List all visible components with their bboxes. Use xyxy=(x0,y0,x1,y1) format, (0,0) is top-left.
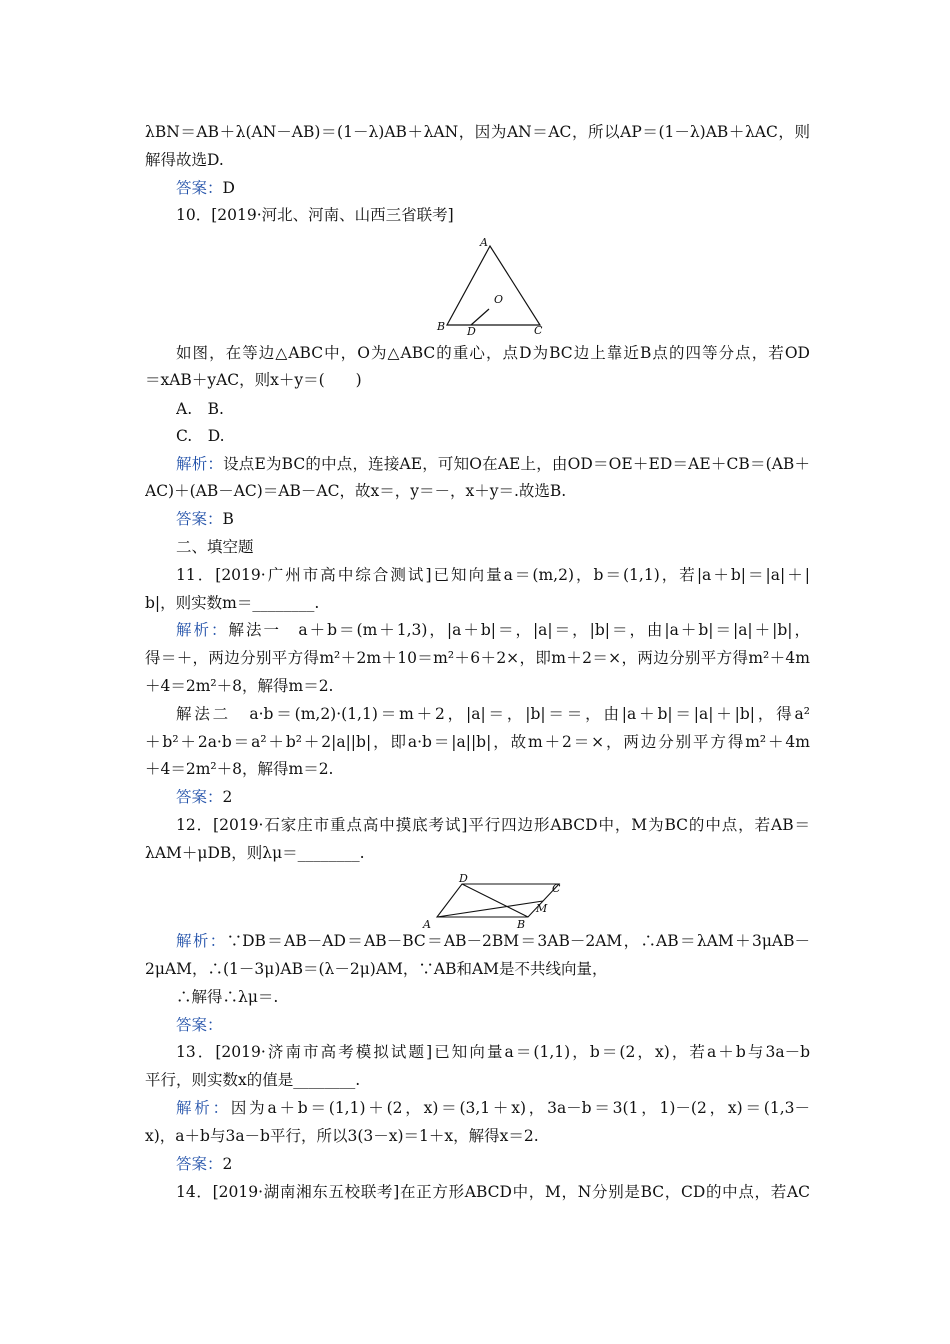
question-10-text: ＝xAB＋yAC，则x＋y＝( ) xyxy=(145,371,362,389)
text-line: ＋b²＋2a·b＝a²＋b²＋2|a||b|，即a·b＝|a||b|，故m＋2＝×，两边分别平方得m²＋4m xyxy=(145,733,810,751)
question-11-text: b|，则实数m＝________. xyxy=(145,594,320,612)
solution-text: 因为a＋b＝(1,1)＋(2，x)＝(3,1＋x)，3a－b＝3(1，1)－(2，x)＝(1,3－ xyxy=(230,1099,810,1117)
label-c: C xyxy=(534,324,543,337)
option-line: C. D. xyxy=(176,427,225,445)
answer-9 xyxy=(176,177,810,199)
label-o: O xyxy=(494,293,504,306)
label-d: D xyxy=(459,872,468,885)
solution-12 xyxy=(176,930,810,952)
segment-od xyxy=(471,309,489,325)
text-line: 解得故选D. xyxy=(145,151,224,169)
answer-label: 答案： xyxy=(176,510,223,528)
answer-value: B xyxy=(222,510,234,528)
question-11-text: 11．[2019·广州市高中综合测试]已知向量a＝(m,2)，b＝(1,1)，若|a＋b|＝|a|＋| xyxy=(176,566,810,584)
solution-13 xyxy=(176,1097,810,1119)
text-line: 解法二 a·b＝(m,2)·(1,1)＝m＋2，|a|＝，|b|＝＝，由|a＋b|＝|a|＋|b|，得a² xyxy=(176,705,810,723)
answer-label: 答案： xyxy=(176,1155,223,1173)
question-12-text: λAM＋μDB，则λμ＝________. xyxy=(145,844,365,862)
question-13-text: 平行，则实数x的值是________. xyxy=(145,1071,361,1089)
answer-11 xyxy=(176,786,810,808)
solution-text: ∵DB＝AB－AD＝AB－BC＝AB－2BM＝3AB－2AM，∴AB＝λAM＋3μAB－ xyxy=(226,932,810,950)
answer-label: 答案： xyxy=(176,179,223,197)
option-line: A. B. xyxy=(176,400,224,418)
answer-12 xyxy=(176,1014,810,1036)
solution-10 xyxy=(176,453,810,475)
label-a: A xyxy=(480,236,488,249)
solution-label: 解析： xyxy=(176,1099,231,1117)
answer-value: 2 xyxy=(222,788,233,806)
segment-am xyxy=(437,901,543,917)
label-d: D xyxy=(467,325,476,338)
parallelogram-figure xyxy=(415,872,575,930)
question-10-header: 10．[2019·河北、河南、山西三省联考] xyxy=(176,206,454,224)
solution-text: 设点E为BC的中点，连接AE，可知O在AE上，由OD＝OE＋ED＝AE＋CB＝(AB＋ xyxy=(223,455,810,473)
text-line: 2μAM，∴(1－3μ)AB＝(λ－2μ)AM，∵AB和AM是不共线向量， xyxy=(145,960,608,978)
solution-label: 解析： xyxy=(176,932,227,950)
answer-label: 答案： xyxy=(176,1016,223,1034)
solution-label: 解析： xyxy=(176,455,224,473)
question-12-text: 12．[2019·石家庄市重点高中摸底考试]平行四边形ABCD中，M为BC的中点，若AB＝ xyxy=(176,816,810,834)
solution-11 xyxy=(176,619,810,641)
text-line: x)，a＋b与3a－b平行，所以3(3－x)＝1＋x，解得x＝2. xyxy=(145,1127,539,1145)
solution-label: 解析： xyxy=(176,621,229,639)
question-10-text: 如图，在等边△ABC中，O为△ABC的重心，点D为BC边上靠近B点的四等分点，若OD xyxy=(176,344,810,362)
answer-13 xyxy=(176,1153,810,1175)
label-c: C xyxy=(552,882,561,895)
triangle-abc xyxy=(447,246,540,325)
question-13-text: 13．[2019·济南市高考模拟试题]已知向量a＝(1,1)，b＝(2，x)，若a＋b与3a－b xyxy=(176,1043,810,1061)
solution-text: 解法一 a＋b＝(m＋1,3)，|a＋b|＝，|a|＝，|b|＝，由|a＋b|＝|a|＋|b|， xyxy=(228,621,810,639)
answer-label: 答案： xyxy=(176,788,223,806)
text-line: 得＝＋，两边分别平方得m²＋2m＋10＝m²＋6＋2×，即m＋2＝×，两边分别平方得m²＋4m xyxy=(145,649,810,667)
text-line: λBN＝AB＋λ(AN－AB)＝(1－λ)AB＋λAN，因为AN＝AC，所以AP＝(1－λ)AB＋λAC，则 xyxy=(145,123,810,141)
label-m: M xyxy=(536,902,548,915)
answer-value: 2 xyxy=(222,1155,233,1173)
section-heading: 二、填空题 xyxy=(176,538,254,556)
answer-10 xyxy=(176,508,810,530)
text-line: ＋4＝2m²＋8，解得m＝2. xyxy=(145,677,334,695)
text-line: ＋4＝2m²＋8，解得m＝2. xyxy=(145,760,334,778)
answer-value: D xyxy=(222,179,235,197)
label-b: B xyxy=(437,320,446,333)
question-14-text: 14．[2019·湖南湘东五校联考]在正方形ABCD中，M，N分别是BC，CD的中点，若AC xyxy=(176,1183,810,1201)
triangle-figure xyxy=(430,236,550,340)
text-line: AC)＋(AB－AC)＝AB－AC，故x＝，y＝－，x＋y＝.故选B. xyxy=(145,482,567,500)
label-a: A xyxy=(423,918,431,930)
text-line: ∴解得∴λμ＝. xyxy=(176,988,279,1006)
label-b: B xyxy=(517,918,526,930)
